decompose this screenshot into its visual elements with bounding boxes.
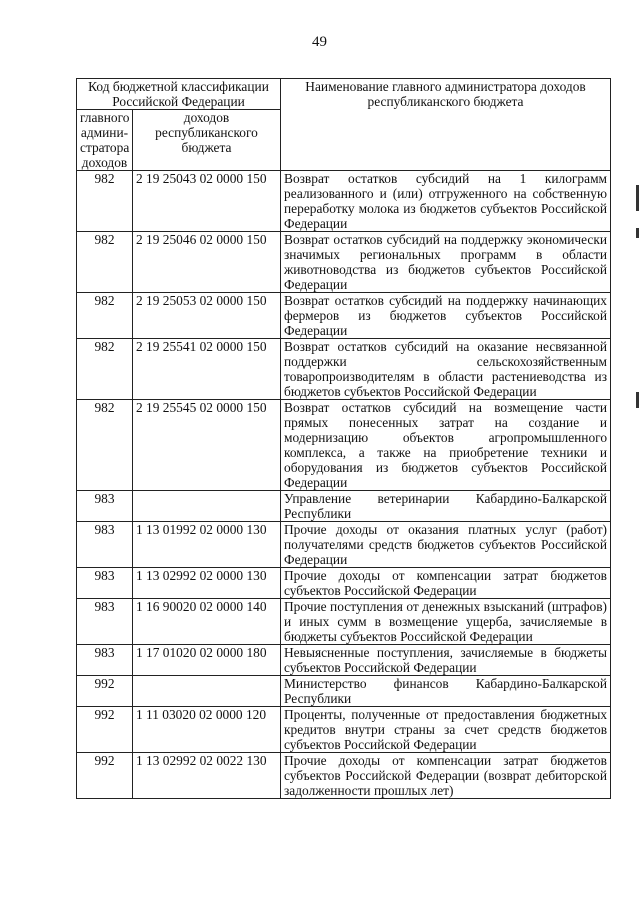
- table-body: [77, 171, 611, 799]
- cell-revenue-name: Министерство финансов Кабардино-Балкарской Республики: [281, 676, 611, 707]
- cell-revenue-name: Прочие доходы от компенсации затрат бюджетов субъектов Российской Федерации (возврат дебиторской задолженности прошлых лет): [281, 753, 611, 799]
- table-row: [77, 599, 611, 645]
- cell-revenue-code: 1 13 02992 02 0022 130: [133, 753, 281, 799]
- header-row-group: [77, 79, 611, 110]
- cell-admin-code: 983: [77, 491, 133, 522]
- budget-classification-table: [76, 78, 611, 799]
- cell-revenue-code: 2 19 25053 02 0000 150: [133, 293, 281, 339]
- cell-revenue-name: Возврат остатков субсидий на поддержку экономически значимых региональных программ в области животноводства из бюджетов субъектов Российской Федерации: [281, 232, 611, 293]
- cell-revenue-code: 1 13 01992 02 0000 130: [133, 522, 281, 568]
- cell-revenue-code: 2 19 25043 02 0000 150: [133, 171, 281, 232]
- cell-admin-code: 982: [77, 339, 133, 400]
- header-budget-code-group: Код бюджетной классификации Российской Федерации: [77, 79, 281, 110]
- cell-revenue-name: Управление ветеринарии Кабардино-Балкарской Республики: [281, 491, 611, 522]
- cell-revenue-code: 1 17 01020 02 0000 180: [133, 645, 281, 676]
- cell-admin-code: 983: [77, 599, 133, 645]
- table-row: [77, 676, 611, 707]
- table-row: [77, 707, 611, 753]
- cell-revenue-code: 1 11 03020 02 0000 120: [133, 707, 281, 753]
- cell-revenue-name: Прочие доходы от компенсации затрат бюджетов субъектов Российской Федерации: [281, 568, 611, 599]
- cell-revenue-name: Возврат остатков субсидий на возмещение части прямых понесенных затрат на создание и модернизацию объектов агропромышленного комплекса, а также на приобретение техники и оборудования из бюджетов субъектов Российской Федерации: [281, 400, 611, 491]
- header-main-administrator: главного админи-стратора доходов: [77, 110, 133, 171]
- cell-admin-code: 982: [77, 400, 133, 491]
- page-number: 49: [312, 34, 327, 50]
- cell-revenue-code: 1 13 02992 02 0000 130: [133, 568, 281, 599]
- cell-revenue-name: Возврат остатков субсидий на оказание несвязанной поддержки сельскохозяйственным товаропроизводителям в области растениеводства из бюджетов субъектов Российской Федерации: [281, 339, 611, 400]
- cell-revenue-name: Возврат остатков субсидий на поддержку начинающих фермеров из бюджетов субъектов Российской Федерации: [281, 293, 611, 339]
- cell-revenue-name: Прочие поступления от денежных взысканий (штрафов) и иных сумм в возмещение ущерба, зачисляемые в бюджеты субъектов Российской Федерации: [281, 599, 611, 645]
- cell-revenue-name: Возврат остатков субсидий на 1 килограмм реализованного и (или) отгруженного на собственную переработку молока из бюджетов субъектов Российской Федерации: [281, 171, 611, 232]
- header-republican-revenue: доходов республиканского бюджета: [133, 110, 281, 171]
- cell-admin-code: 992: [77, 753, 133, 799]
- cell-revenue-code: 1 16 90020 02 0000 140: [133, 599, 281, 645]
- cell-revenue-code: 2 19 25541 02 0000 150: [133, 339, 281, 400]
- table-row: [77, 522, 611, 568]
- header-administrator-name: Наименование главного администратора доходов республиканского бюджета: [281, 79, 611, 171]
- table-row: [77, 232, 611, 293]
- cell-revenue-code: 2 19 25046 02 0000 150: [133, 232, 281, 293]
- cell-admin-code: 983: [77, 568, 133, 599]
- cell-revenue-name: Прочие доходы от оказания платных услуг (работ) получателями средств бюджетов субъектов Российской Федерации: [281, 522, 611, 568]
- cell-revenue-code: [133, 491, 281, 522]
- cell-revenue-code: [133, 676, 281, 707]
- cell-admin-code: 992: [77, 707, 133, 753]
- cell-admin-code: 982: [77, 171, 133, 232]
- table-row: [77, 293, 611, 339]
- cell-admin-code: 982: [77, 232, 133, 293]
- table-row: [77, 568, 611, 599]
- cell-admin-code: 983: [77, 645, 133, 676]
- table-row: [77, 645, 611, 676]
- cell-admin-code: 982: [77, 293, 133, 339]
- table-row: [77, 753, 611, 799]
- table-row: [77, 400, 611, 491]
- cell-revenue-name: Невыясненные поступления, зачисляемые в бюджеты субъектов Российской Федерации: [281, 645, 611, 676]
- cell-admin-code: 983: [77, 522, 133, 568]
- table-row: [77, 339, 611, 400]
- table-row: [77, 491, 611, 522]
- cell-revenue-code: 2 19 25545 02 0000 150: [133, 400, 281, 491]
- cell-admin-code: 992: [77, 676, 133, 707]
- cell-revenue-name: Проценты, полученные от предоставления бюджетных кредитов внутри страны за счет средств бюджетов субъектов Российской Федерации: [281, 707, 611, 753]
- table-row: [77, 171, 611, 232]
